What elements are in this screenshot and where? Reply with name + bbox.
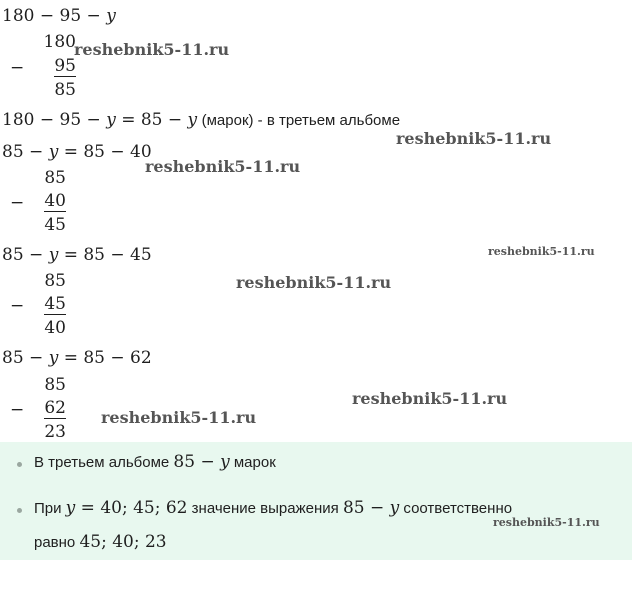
equation-line-3: 85 − y = 85 − 40 [2,142,152,162]
answer-item-2-line-1: При y = 40; 45; 62 значение выражения 85 − y соответственно [34,498,513,518]
answer-box [0,442,632,560]
subtraction-1-bottom: 95 [54,56,76,76]
bullet-1 [17,462,22,467]
watermark-1: reshebnik5-11.ru [74,40,230,59]
subtraction-2-minus: − [10,193,25,213]
watermark-5: reshebnik5-11.ru [236,273,392,292]
subtraction-1-top: 180 [43,32,76,52]
subtraction-2-bottom: 40 [44,191,66,211]
answer-item-2-line-2: равно 45; 40; 23 [34,532,167,552]
expression-line-2: 180 − 95 − y = 85 − y (марок) - в третьем альбоме [2,110,401,130]
subtraction-2-result: 45 [44,215,66,235]
subtraction-2-top: 85 [44,168,66,188]
equation-line-4: 85 − y = 85 − 45 [2,245,152,265]
bullet-2 [17,508,22,513]
expression-line-1: 180 − 95 − y [2,6,116,26]
subtraction-3-bottom: 45 [44,294,66,314]
subtraction-1-result: 85 [54,80,76,100]
watermark-2: reshebnik5-11.ru [396,129,552,148]
answer-item-1: В третьем альбоме 85 − y марок [34,452,276,472]
subtraction-4-top: 85 [44,375,66,395]
subtraction-3-minus: − [10,296,25,316]
subtraction-1-minus: − [10,58,25,78]
subtraction-4-result: 23 [44,422,66,442]
watermark-8: reshebnik5-11.ru [493,516,600,529]
subtraction-3-result: 40 [44,318,66,338]
subtraction-3-top: 85 [44,271,66,291]
equation-line-5: 85 − y = 85 − 62 [2,348,152,368]
watermark-3: reshebnik5-11.ru [145,157,301,176]
watermark-6: reshebnik5-11.ru [352,389,508,408]
subtraction-4-minus: − [10,400,25,420]
watermark-4: reshebnik5-11.ru [488,245,595,258]
subtraction-4-bottom: 62 [44,398,66,418]
watermark-7: reshebnik5-11.ru [101,408,257,427]
